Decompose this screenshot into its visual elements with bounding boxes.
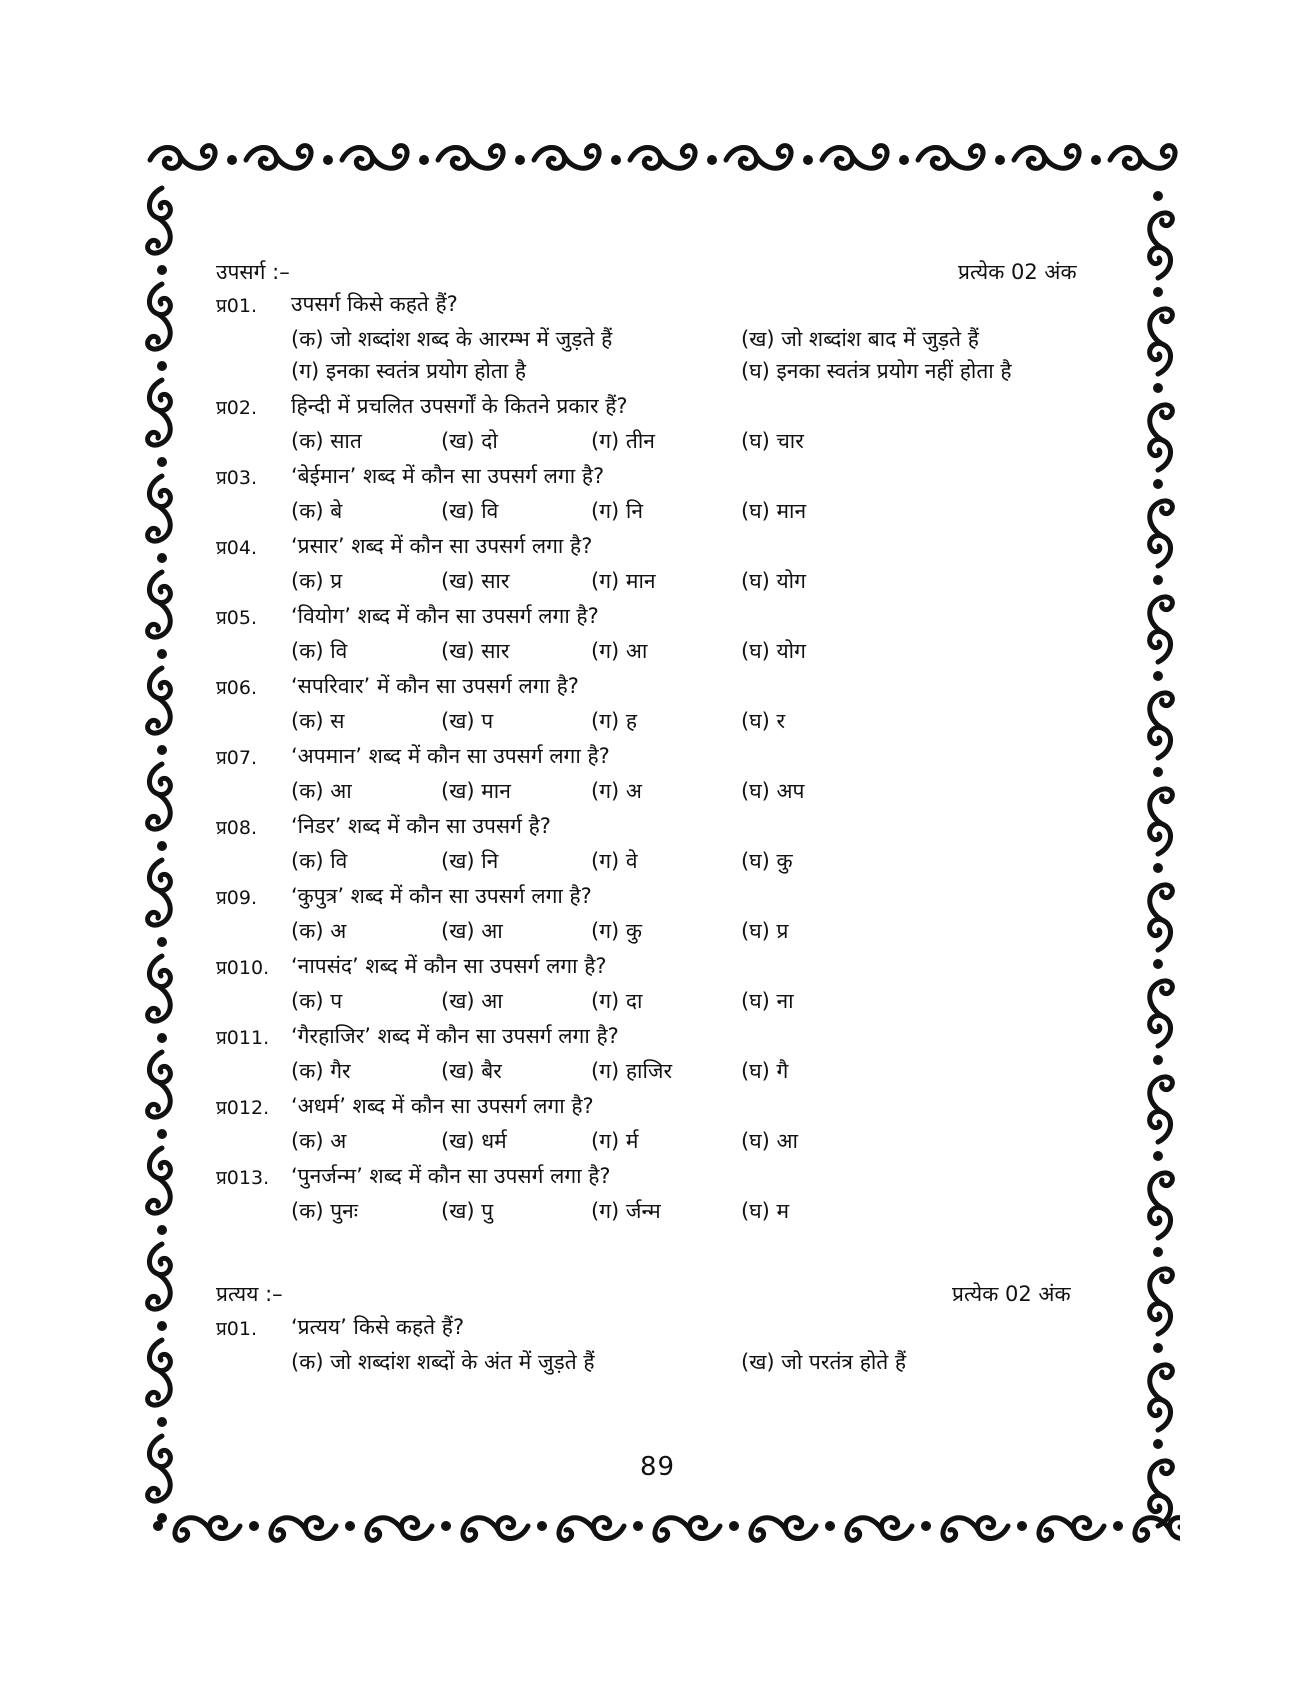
section-title-pratyay: प्रत्यय :– [216, 1282, 283, 1306]
question-number: प्र02. [216, 397, 258, 419]
option-gha: (घ) र [741, 709, 786, 733]
option-kha: (ख) जो शब्दांश बाद में जुड़ते हैं [741, 327, 979, 351]
option-kha: (ख) बैर [441, 1059, 502, 1083]
option-ka: (क) प [291, 989, 343, 1013]
question-text: ‘पुनर्जन्म’ शब्द में कौन सा उपसर्ग लगा है? [291, 1164, 611, 1188]
option-ka: (क) गैर [291, 1059, 351, 1083]
option-gha: (घ) गै [741, 1059, 789, 1083]
option-ga: (ग) नि [591, 499, 643, 523]
option-gha: (घ) मान [741, 499, 807, 523]
question-text: ‘प्रत्यय’ किसे कहते हैं? [291, 1315, 465, 1339]
question-number: प्र010. [216, 957, 270, 979]
question-text: ‘वियोग’ शब्द में कौन सा उपसर्ग लगा है? [291, 604, 599, 628]
question-number: प्र06. [216, 677, 258, 699]
question-text: ‘प्रसार’ शब्द में कौन सा उपसर्ग लगा है? [291, 534, 593, 558]
option-kha: (ख) वि [441, 499, 499, 523]
option-gha: (घ) आ [741, 1129, 798, 1153]
option-ga: (ग) ह [591, 709, 638, 733]
option-ka: (क) अ [291, 919, 347, 943]
option-kha: (ख) दो [441, 429, 498, 453]
option-gha: (घ) अप [741, 779, 805, 803]
question-text: ‘निडर’ शब्द में कौन सा उपसर्ग है? [291, 814, 551, 838]
question-number: प्र04. [216, 537, 258, 559]
option-ka: (क) प्र [291, 569, 343, 593]
page-number: 89 [640, 1452, 676, 1482]
question-number: प्र013. [216, 1167, 270, 1189]
option-ga: (ग) कु [591, 919, 643, 943]
question-text: ‘कुपुत्र’ शब्द में कौन सा उपसर्ग लगा है? [291, 884, 592, 908]
option-kha: (ख) प [441, 709, 494, 733]
option-ka: (क) वि [291, 639, 348, 663]
option-gha: (घ) योग [741, 569, 806, 593]
option-ka: (क) जो शब्दांश शब्द के आरम्भ में जुड़ते हैं [291, 327, 613, 351]
question-text: ‘अपमान’ शब्द में कौन सा उपसर्ग लगा है? [291, 744, 610, 768]
question-text: ‘बेईमान’ शब्द में कौन सा उपसर्ग लगा है? [291, 464, 605, 488]
option-ga: (ग) र्म [591, 1129, 639, 1153]
option-ka: (क) आ [291, 779, 352, 803]
option-ka: (क) अ [291, 1129, 347, 1153]
option-gha: (घ) म [741, 1199, 790, 1223]
option-kha: (ख) आ [441, 989, 503, 1013]
question-number: प्र03. [216, 467, 258, 489]
option-ga: (ग) वे [591, 849, 638, 873]
option-ga: (ग) मान [591, 569, 656, 593]
option-ga: (ग) इनका स्वतंत्र प्रयोग होता है [291, 359, 527, 383]
question-number: प्र05. [216, 607, 258, 629]
option-ka: (क) पुनः [291, 1199, 359, 1223]
question-number: प्र01. [216, 1318, 258, 1340]
option-kha: (ख) धर्म [441, 1129, 507, 1153]
question-number: प्र01. [216, 295, 258, 317]
section-title-upsarg: उपसर्ग :– [216, 260, 290, 284]
question-number: प्र09. [216, 887, 258, 909]
question-number: प्र012. [216, 1097, 270, 1119]
option-gha: (घ) इनका स्वतंत्र प्रयोग नहीं होता है [741, 359, 1012, 383]
option-gha: (घ) ना [741, 989, 794, 1013]
option-ka: (क) वि [291, 849, 348, 873]
question-number: प्र08. [216, 817, 258, 839]
option-ga: (ग) हाजिर [591, 1059, 673, 1083]
option-ga: (ग) दा [591, 989, 643, 1013]
option-kha: (ख) सार [441, 639, 510, 663]
option-ga: (ग) अ [591, 779, 642, 803]
section-marks-upsarg: प्रत्येक 02 अंक [958, 260, 1077, 284]
question-text: ‘नापसंद’ शब्द में कौन सा उपसर्ग लगा है? [291, 954, 607, 978]
option-ga: (ग) तीन [591, 429, 655, 453]
option-kha: (ख) नि [441, 849, 499, 873]
option-gha: (घ) प्र [741, 919, 789, 943]
section-marks-pratyay: प्रत्येक 02 अंक [952, 1282, 1071, 1306]
option-ka: (क) बे [291, 499, 343, 523]
question-text: ‘गैरहाजिर’ शब्द में कौन सा उपसर्ग लगा है? [291, 1024, 619, 1048]
option-gha: (घ) कु [741, 849, 793, 873]
option-kha: (ख) पु [441, 1199, 494, 1223]
option-ga: (ग) र्जन्म [591, 1199, 661, 1223]
option-kha: (ख) सार [441, 569, 510, 593]
question-text: ‘सपरिवार’ में कौन सा उपसर्ग लगा है? [291, 674, 579, 698]
option-gha: (घ) चार [741, 429, 804, 453]
option-kha: (ख) जो परतंत्र होते हैं [741, 1350, 907, 1374]
option-ka: (क) सात [291, 429, 362, 453]
question-number: प्र07. [216, 747, 258, 769]
option-ka: (क) स [291, 709, 345, 733]
question-number: प्र011. [216, 1027, 270, 1049]
option-gha: (घ) योग [741, 639, 806, 663]
option-kha: (ख) आ [441, 919, 503, 943]
question-text: ‘अधर्म’ शब्द में कौन सा उपसर्ग लगा है? [291, 1094, 594, 1118]
option-ga: (ग) आ [591, 639, 648, 663]
question-text: हिन्दी में प्रचलित उपसर्गों के कितने प्रकार हैं? [291, 394, 628, 418]
question-text: उपसर्ग किसे कहते हैं? [291, 292, 458, 316]
option-ka: (क) जो शब्दांश शब्दों के अंत में जुड़ते हैं [291, 1350, 595, 1374]
option-kha: (ख) मान [441, 779, 511, 803]
